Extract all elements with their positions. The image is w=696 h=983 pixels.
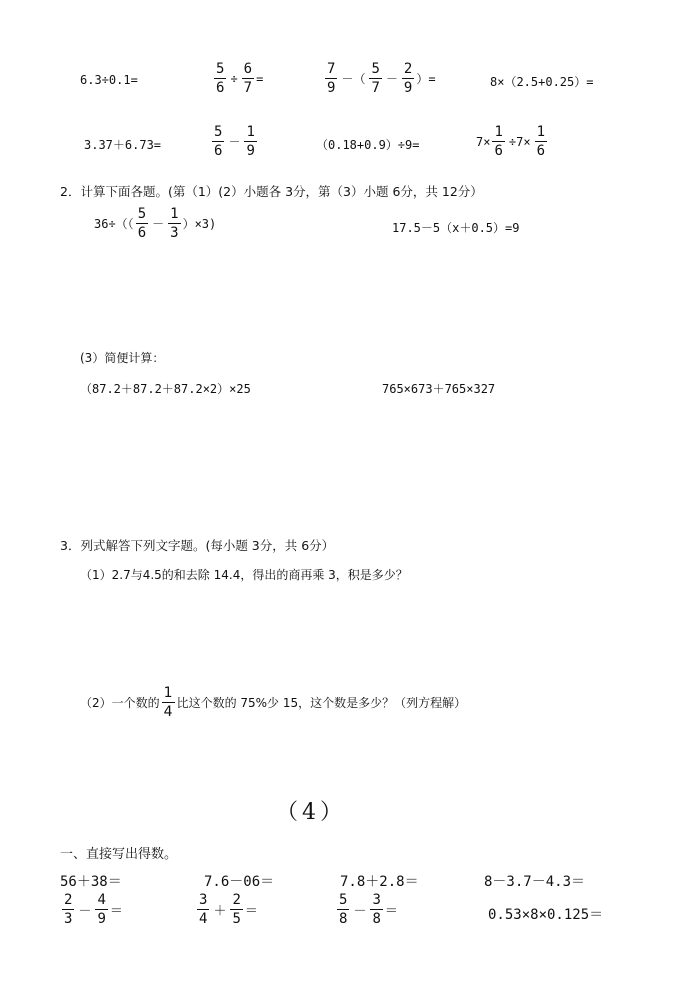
p4-r2-d: 0.53×8×0.125＝ <box>488 907 604 923</box>
fraction: $\frac{1}{6}$ <box>494 124 503 159</box>
fraction: $\frac{5}{7}$ <box>371 61 380 96</box>
fraction: $\frac{2}{3}$ <box>64 892 73 927</box>
fraction: $\frac{2}{5}$ <box>232 892 241 927</box>
problem-2-3-label: (3）简便计算： <box>80 351 165 365</box>
section-2-title: 2．计算下面各题。(第（1）(2）小题各 3分，第（3）小题 6分，共 12分） <box>60 184 483 199</box>
p4-r1-c: 7.8＋2.8＝ <box>340 874 419 890</box>
fraction: $\frac{5}{6}$ <box>216 61 225 96</box>
expr-paren-div-9: （0.18+0.9）÷9= <box>316 138 420 152</box>
fraction: $\frac{5}{6}$ <box>137 206 147 241</box>
p4-r1-a: 56＋38＝ <box>60 874 122 890</box>
p4-r2-b: $\frac{3}{4}$ ＋ $\frac{2}{5}$ ＝ <box>199 892 258 927</box>
expr-6-3-div-0-1: 6.3÷0.1= <box>80 73 138 87</box>
fraction: $\frac{5}{6}$ <box>214 124 223 159</box>
question-3-1: （1）2.7与4.5的和去除 14.4，得出的商再乘 3，积是多少？ <box>80 568 408 582</box>
part-4-heading: （4） <box>276 800 346 825</box>
problem-2-3a: （87.2＋87.2＋87.2×2）×25 <box>80 382 251 396</box>
part-4-title: 一、直接写出得数。 <box>60 847 178 862</box>
fraction: $\frac{2}{9}$ <box>403 61 413 96</box>
expr-frac-div-frac: $\frac{5}{6}$ ÷ $\frac{6}{7}$ = <box>216 61 264 96</box>
p4-r2-a: $\frac{2}{3}$ － $\frac{4}{9}$ ＝ <box>64 892 123 927</box>
problem-2-2: 17.5－5（x＋0.5）=9 <box>392 221 520 235</box>
fraction: $\frac{5}{8}$ <box>339 892 348 927</box>
fraction: $\frac{4}{9}$ <box>97 892 106 927</box>
expr-frac-minus-paren: $\frac{7}{9}$ －（ $\frac{5}{7}$ － $\frac{2}{9}$ ）= <box>327 61 436 96</box>
question-3-2: （2）一个数的 $\frac{1}{4}$ 比这个数的 75%少 15，这个数是多少？（列方程解） <box>80 685 467 720</box>
fraction: $\frac{1}{3}$ <box>170 206 179 241</box>
p4-r2-c: $\frac{5}{8}$ － $\frac{3}{8}$ ＝ <box>339 892 398 927</box>
fraction: $\frac{1}{9}$ <box>246 124 255 159</box>
p4-r1-d: 8－3.7－4.3＝ <box>484 874 586 890</box>
expr-3-37-plus-6-73: 3.37＋6.73= <box>84 138 162 152</box>
section-3-title: 3．列式解答下列文字题。(每小题 3分，共 6分） <box>60 538 335 553</box>
p4-r1-b: 7.6－06＝ <box>204 874 275 890</box>
expr-frac-minus-frac: $\frac{5}{6}$ － $\frac{1}{9}$ <box>214 124 255 159</box>
expr-8-times-paren: 8×（2.5+0.25）= <box>490 75 594 89</box>
fraction: $\frac{6}{7}$ <box>243 61 253 96</box>
fraction: $\frac{3}{4}$ <box>199 892 208 927</box>
fraction: $\frac{7}{9}$ <box>327 61 336 96</box>
fraction: $\frac{3}{8}$ <box>372 892 381 927</box>
fraction: $\frac{1}{6}$ <box>536 124 546 159</box>
expr-7-times-frac: 7× $\frac{1}{6}$ ÷7× $\frac{1}{6}$ <box>476 124 546 159</box>
fraction: $\frac{1}{4}$ <box>163 685 173 720</box>
problem-2-3b: 765×673＋765×327 <box>382 382 496 396</box>
problem-2-1: 36÷（（ $\frac{5}{6}$ － $\frac{1}{3}$ ）×3) <box>94 206 217 241</box>
